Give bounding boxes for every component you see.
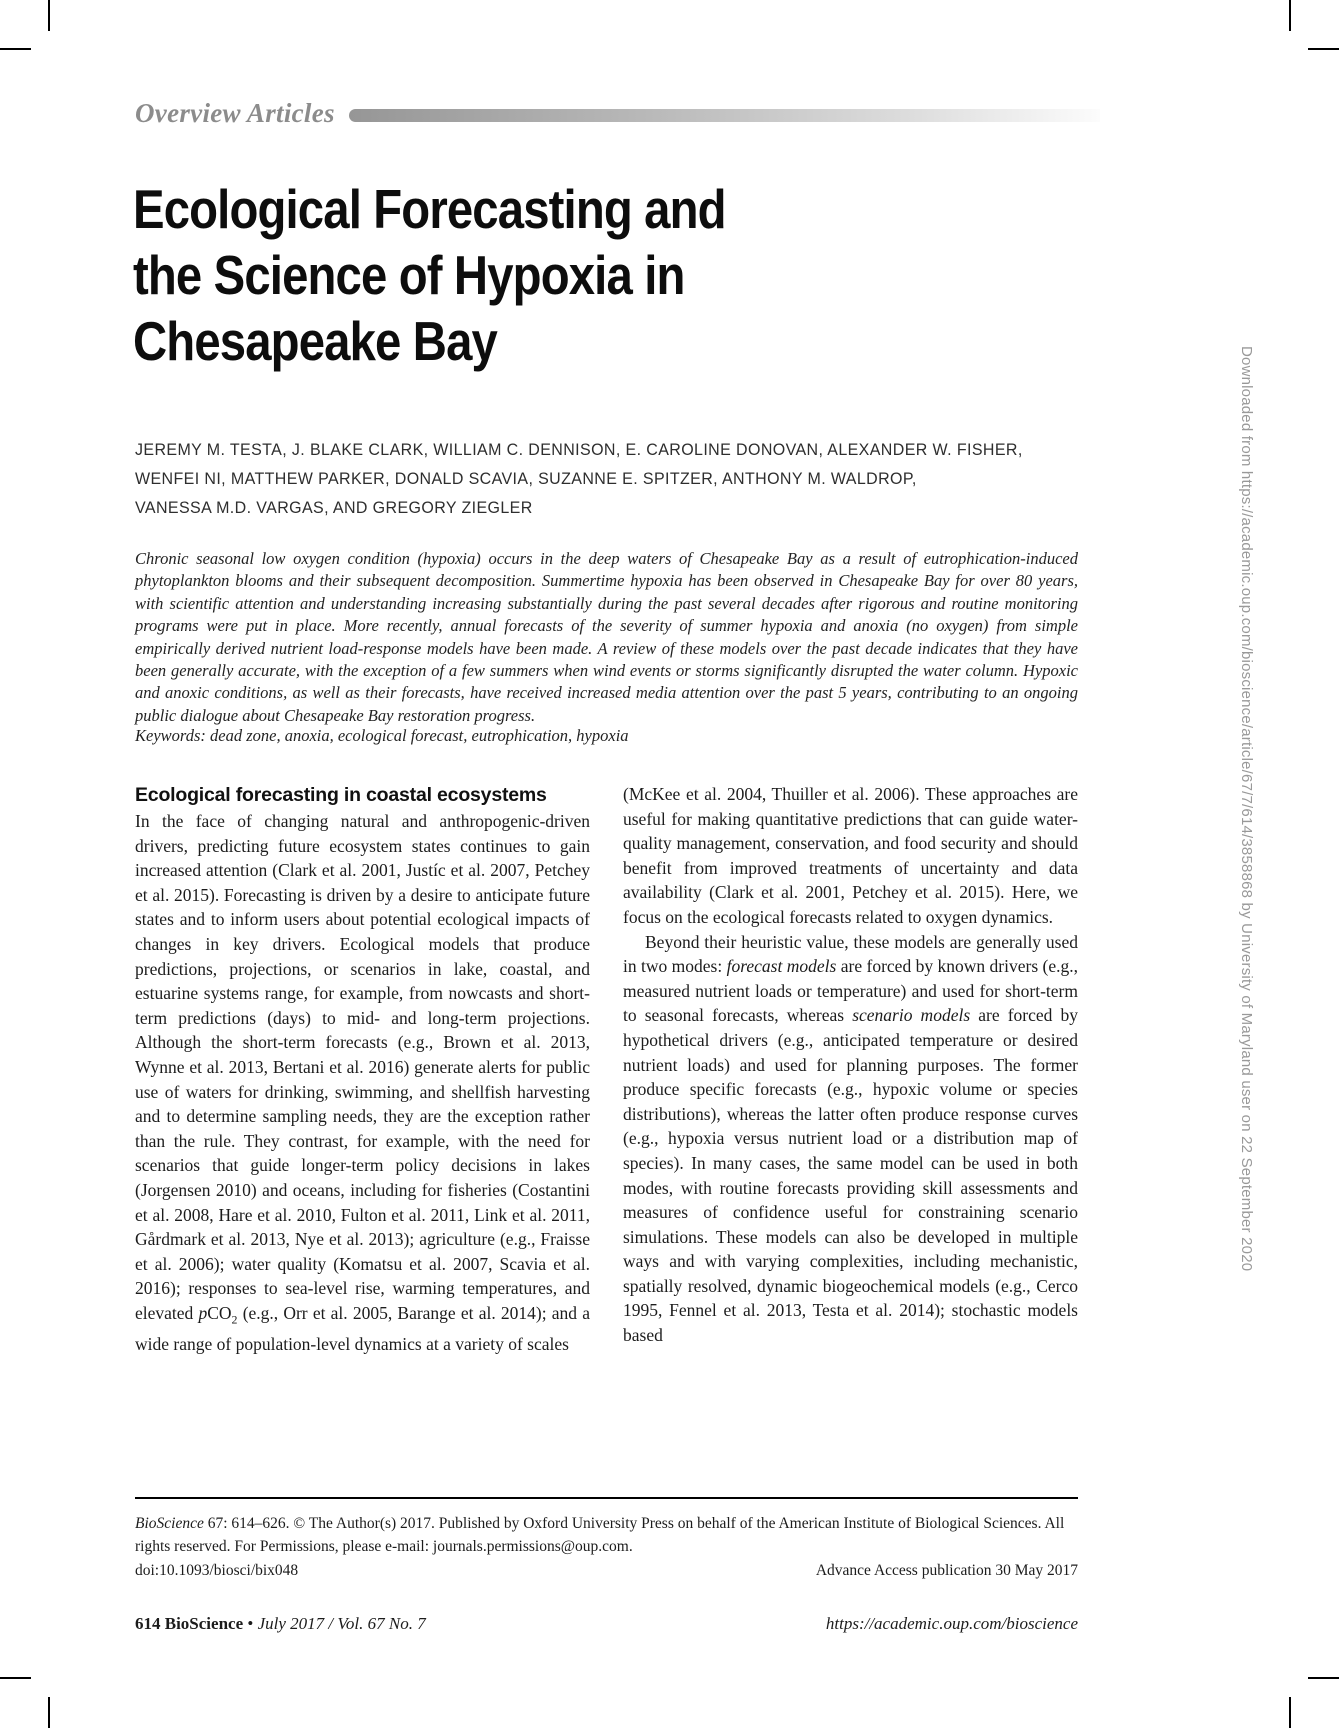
advance-access-note: Advance Access publication 30 May 2017 (815, 1562, 1078, 1579)
section-gradient-bar (349, 109, 1100, 122)
doi-text: doi:10.1093/biosci/bix048 (135, 1562, 299, 1579)
crop-mark-top-right-horizontal (1308, 48, 1339, 50)
footnote-rule (135, 1497, 1078, 1499)
body-columns (135, 782, 1078, 1357)
left-column-paragraph: In the face of changing natural and anthropogenic-driven drivers, predicting future ecosystem states continues to gain increased attention (Clark et al. 2001, Justíc et al. 2007, Petchey et al. 2015). Forecasting is driven by a desire to anticipate future states and to inform users about potential ecological impacts of changes in key drivers. Ecological models that produce predictions, projections, or scenarios in lake, coastal, and estuarine systems range, for example, from nowcasts and short-term predictions (days) to mid- and long-term projections. Although the short-term forecasts (e.g., Brown et al. 2013, Wynne et al. 2013, Bertani et al. 2016) generate alerts for public use of waters for drinking, swimming, and shellfish harvesting and to determine sampling needs, they are the exception rather than the rule. They contrast, for example, with the need for scenarios that guide longer-term policy decisions in lakes (Jorgensen 2010) and oceans, including for fisheries (Costantini et al. 2008, Hare et al. 2010, Fulton et al. 2011, Link et al. 2011, Gårdmark et al. 2013, Nye et al. 2013); agriculture (e.g., Fraisse et al. 2006); water quality (Komatsu et al. 2007, Scavia et al. 2016); responses to sea-level rise, warming temperatures, and elevated pCO$_2$ (e.g., Orr et al. 2005, Barange et al. 2014); and a wide range of population-level dynamics at a variety of scales (135, 811, 590, 1354)
section-heading: Ecological forecasting in coastal ecosystems (135, 784, 547, 806)
author-list: JEREMY M. TESTA, J. BLAKE CLARK, WILLIAM C. DENNISON, E. CAROLINE DONOVAN, ALEXANDER W. FISHER, WENFEI NI, MATTHEW PARKER, DONALD SCAVIA, SUZANNE E. SPITZER, ANTHONY M. WALDROP, VANESSA M.D. VARGAS, AND GREGORY ZIEGLER (135, 441, 1023, 517)
journal-url: https://academic.oup.com/bioscience (825, 1614, 1078, 1633)
crop-mark-top-right-vertical (1289, 0, 1291, 31)
page-number-journal-line: 614 BioScience • July 2017 / Vol. 67 No. 7 (135, 1614, 426, 1633)
download-watermark: Downloaded from https://academic.oup.com/bioscience/article/67/7/614/3858868 by University of Maryland user on 22 September 2020 (1238, 346, 1255, 1272)
article-title: Ecological Forecasting and the Science of Hypoxia in Chesapeake Bay (133, 178, 726, 372)
crop-mark-bottom-right-horizontal (1308, 1677, 1339, 1679)
crop-mark-bottom-left-horizontal (0, 1677, 31, 1679)
article-abstract: Chronic seasonal low oxygen condition (hypoxia) occurs in the deep waters of Chesapeake Bay as a result of eutrophication-induced phytoplankton blooms and their subsequent decomposition. Summertime hypoxia has been observed in Chesapeake Bay for over 80 years, with scientific attention and understanding increasing substantially during the past several decades after rigorous and routine monitoring programs were put in place. More recently, annual forecasts of the severity of summer hypoxia and anoxia (no oxygen) from simple empirically derived nutrient load-response models have been made. A review of these models over the past decade indicates that they have been generally accurate, with the exception of a few summers when wind events or storms significantly disrupted the water column. Hypoxic and anoxic conditions, as well as their forecasts, have received increased media attention over the past 5 years, contributing to an ongoing public dialogue about Chesapeake Bay restoration progress. (135, 549, 1078, 725)
crop-mark-bottom-left-vertical (48, 1697, 50, 1728)
crop-mark-bottom-right-vertical (1289, 1697, 1291, 1728)
section-header (135, 98, 1100, 129)
footnote-block (135, 1512, 1078, 1582)
crop-mark-top-left-horizontal (0, 48, 31, 50)
body-column-right (623, 782, 1078, 1357)
section-label: Overview Articles (135, 98, 335, 128)
body-column-left (135, 782, 590, 1357)
page-footer (135, 1614, 1078, 1634)
right-column-paragraph-2: Beyond their heuristic value, these models are generally used in two modes: forecast models are forced by known drivers (e.g., measured nutrient loads or temperature) and used for short-term to seasonal forecasts, whereas scenario models are forced by hypothetical drivers (e.g., anticipated temperature or desired nutrient loads) and used for planning purposes. The former produce specific forecasts (e.g., hypoxic volume or species distributions), whereas the latter often produce response curves (e.g., hypoxia versus nutrient load or a distribution map of species). In many cases, the same model can be used in both modes, with routine forecasts providing skill assessments and measures of confidence useful for constraining scenario simulations. These models can also be developed in multiple ways and with varying complexities, including mechanistic, spatially resolved, dynamic biogeochemical models (e.g., Cerco 1995, Fennel et al. 2013, Testa et al. 2014); stochastic models based (623, 931, 1078, 1346)
crop-mark-top-left-vertical (48, 0, 50, 31)
citation-note: BioScience 67: 614–626. © The Author(s) 2017. Published by Oxford University Press on behalf of the American Institute of Biological Sciences. All rights reserved. For Permissions, please e-mail: journals.permissions@oup.com. (135, 1515, 1065, 1555)
right-column-paragraph-1: (McKee et al. 2004, Thuiller et al. 2006). These approaches are useful for making quantitative predictions that can guide water-quality management, conservation, and food security and should benefit from improved treatments of uncertainty and data availability (Clark et al. 2001, Petchey et al. 2015). Here, we focus on the ecological forecasts related to oxygen dynamics. (623, 784, 1078, 927)
keywords-line: Keywords: dead zone, anoxia, ecological forecast, eutrophication, hypoxia (135, 726, 629, 745)
